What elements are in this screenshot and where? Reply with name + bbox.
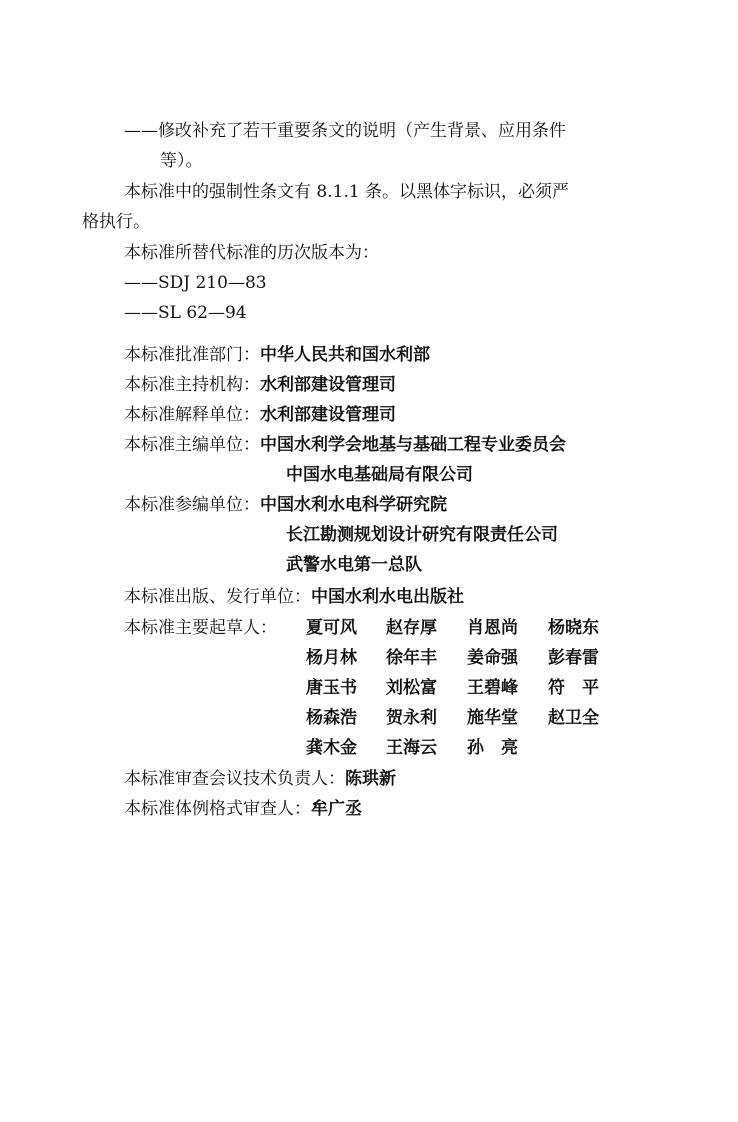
drafter-name: 彭春雷	[548, 648, 599, 668]
interpretation-unit-value: 水利部建设管理司	[260, 405, 396, 425]
drafter-name: 符 平	[548, 678, 599, 698]
participating-unit-value: 中国水利水电科学研究院	[260, 495, 447, 515]
replaced-version-item: ——SDJ 210—83	[124, 273, 267, 293]
revision-item-continuation: 等）。	[160, 151, 203, 171]
approval-dept-label: 本标准批准部门：	[124, 345, 260, 365]
format-reviewer-label: 本标准体例格式审查人：	[124, 799, 311, 819]
drafter-name: 唐玉书	[306, 678, 357, 698]
chief-editor-value: 中国水利学会地基与基础工程专业委员会	[260, 435, 566, 455]
publisher-row	[124, 585, 464, 609]
host-agency-value: 水利部建设管理司	[260, 375, 396, 395]
drafter-name: 杨晓东	[548, 618, 599, 638]
drafter-name: 刘松富	[386, 678, 437, 698]
drafter-name: 肖恩尚	[467, 618, 518, 638]
participating-unit-label: 本标准参编单位：	[124, 495, 260, 515]
drafter-name: 赵卫全	[548, 708, 599, 728]
participating-unit-row	[124, 493, 447, 517]
chief-editor-row	[124, 433, 566, 457]
review-lead-value: 陈珙新	[345, 769, 396, 789]
interpretation-unit-row	[124, 403, 396, 427]
drafter-name: 王碧峰	[467, 678, 518, 698]
drafter-name: 赵存厚	[386, 618, 437, 638]
drafter-name: 施华堂	[467, 708, 518, 728]
participating-unit-value: 长江勘测规划设计研究有限责任公司	[286, 525, 558, 545]
drafter-name: 徐年丰	[386, 648, 437, 668]
replaced-versions-heading: 本标准所替代标准的历次版本为：	[124, 243, 379, 263]
format-reviewer-row	[124, 797, 362, 821]
drafter-name: 杨森浩	[306, 708, 357, 728]
chief-editor-label: 本标准主编单位：	[124, 435, 260, 455]
replaced-version-item: ——SL 62—94	[124, 303, 247, 323]
publisher-value: 中国水利水电出版社	[311, 587, 464, 607]
revision-item: ——修改补充了若干重要条文的说明（产生背景、应用条件	[124, 121, 566, 141]
host-agency-row	[124, 373, 396, 397]
mandatory-clause-line-2: 格执行。	[82, 212, 150, 232]
chief-editor-value: 中国水电基础局有限公司	[286, 465, 473, 485]
interpretation-unit-label: 本标准解释单位：	[124, 405, 260, 425]
drafters-label: 本标准主要起草人：	[124, 618, 277, 638]
drafter-name: 王海云	[386, 738, 437, 758]
mandatory-clause-line-1: 本标准中的强制性条文有 8.1.1 条。以黑体字标识，必须严	[124, 182, 570, 202]
approval-dept-row	[124, 343, 430, 367]
publisher-label: 本标准出版、发行单位：	[124, 587, 311, 607]
approval-dept-value: 中华人民共和国水利部	[260, 345, 430, 365]
participating-unit-value: 武警水电第一总队	[286, 555, 422, 575]
format-reviewer-value: 牟广丞	[311, 799, 362, 819]
drafter-name: 龚木金	[306, 738, 357, 758]
drafter-name: 姜命强	[467, 648, 518, 668]
host-agency-label: 本标准主持机构：	[124, 375, 260, 395]
review-lead-row	[124, 767, 396, 791]
drafter-name: 贺永利	[386, 708, 437, 728]
drafter-name: 杨月林	[306, 648, 357, 668]
review-lead-label: 本标准审查会议技术负责人：	[124, 769, 345, 789]
drafter-name: 夏可风	[306, 618, 357, 638]
drafter-name: 孙 亮	[467, 738, 518, 758]
